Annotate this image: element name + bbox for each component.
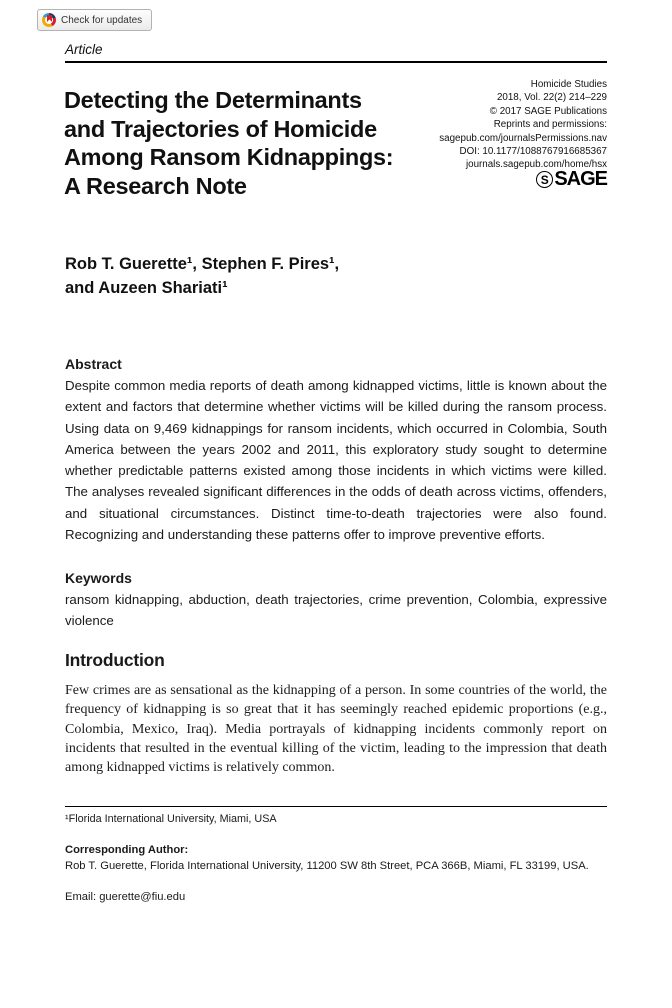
sage-circle-s-icon: S [536,171,553,188]
crossmark-icon [42,13,56,27]
bookmark-icon [47,15,52,22]
title-line: Detecting the Determinants [64,87,362,113]
introduction-paragraph: Few crimes are as sensational as the kidnapping of a person. In some countries of the world, the frequency of kidnapping is so great that it has seemingly reached epidemic proportions (e.g., Colombia, Mexico, Iraq). Media portrayals of kidnapping incidents commonly report on incidents that resulted in the eventual killing of the victim, leading to the impression that death among kidnapped victims is relatively common. [65,683,607,776]
journal-metadata [439,78,607,172]
abstract-text: Despite common media reports of death among kidnapped victims, little is known about the extent and factors that determine whether victims will be killed during the ransom process. Using data on 9,469 kidnappings for ransom incidents, which occurred in Colombia, South America between the years 2002 and 2011, this exploratory study sought to determine whether predictable patterns existed among those incidents in which victims were killed. The analyses revealed significant differences in the odds of death across victims, offenders, and situational circumstances. Distinct time-to-death trajectories were also found. Recognizing and understanding these patterns offer to improve preventive efforts. [65,378,607,543]
author-list [65,252,339,300]
sage-logo-text: SAGE [554,168,607,190]
journal-homepage-url[interactable]: journals.sagepub.com/home/hsx [465,159,607,171]
footnote-divider [65,806,607,807]
journal-name: Homicide Studies [530,79,607,90]
journal-permissions-url[interactable]: sagepub.com/journalsPermissions.nav [439,132,607,144]
journal-volume: 2018, Vol. 22(2) 214–229 [496,92,607,104]
journal-copyright: © 2017 SAGE Publications [489,105,607,117]
author-line: Rob T. Guerette¹, Stephen F. Pires¹, [65,255,340,273]
check-for-updates-button[interactable] [37,9,152,31]
section-label: Article [65,42,103,57]
keywords-text: ransom kidnapping, abduction, death trajectories, crime prevention, Colombia, expressive violence [65,592,607,629]
title-line: and Trajectories of Homicide [64,115,377,142]
corresponding-author-email[interactable]: Email: guerette@fiu.edu [65,891,186,903]
keywords-heading: Keywords [65,570,132,586]
title-line: Among Ransom Kidnappings: [64,144,394,170]
introduction-heading: Introduction [65,650,165,670]
author-line: and Auzeen Shariati¹ [65,279,228,297]
page-title [64,86,464,200]
corresponding-author-label: Corresponding Author: [65,844,189,856]
sage-logo [536,168,607,191]
journal-permissions-label: Reprints and permissions: [493,119,607,131]
title-line: A Research Note [64,172,247,199]
header-divider [65,61,607,63]
journal-doi: DOI: 10.1177/1088767916685367 [459,146,607,158]
abstract-heading: Abstract [65,356,122,372]
check-for-updates-label: Check for updates [61,14,143,26]
affiliation-note: ¹Florida International University, Miami, USA [65,813,277,825]
corresponding-author-text: Rob T. Guerette, Florida International University, 11200 SW 8th Street, PCA 366B, Miami, FL 33199, USA. [65,860,589,872]
